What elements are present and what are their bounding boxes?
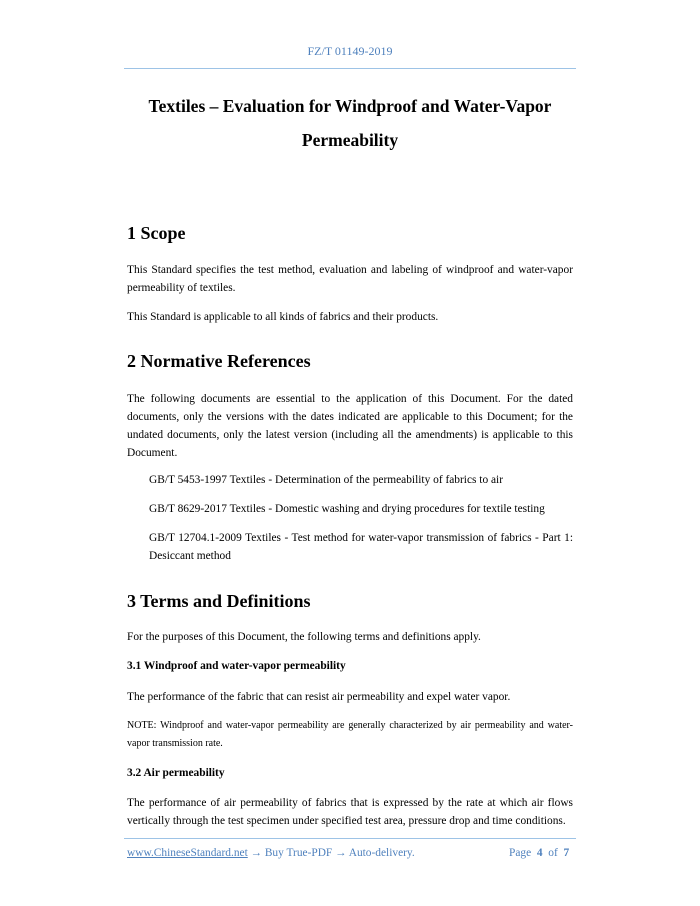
header-rule xyxy=(124,68,576,69)
document-title-line-2: Permeability xyxy=(301,130,399,150)
references-intro: The following documents are essential to the application of this Document. For the dated documents, only the versions with the dates indicated are applicable to this Document; for the undated documents, only the latest version (including all the amendments) is applicable to this Document. xyxy=(127,393,573,459)
page-total: 7 xyxy=(563,847,570,859)
footer-promo xyxy=(127,847,415,859)
section-3-heading: 3 Terms and Definitions xyxy=(127,591,311,611)
term-3-1-heading: 3.1 Windproof and water-vapor permeability xyxy=(127,660,346,672)
document-title-line-1: Textiles – Evaluation for Windproof and Water-Vapor xyxy=(148,96,552,116)
scope-paragraph-2: This Standard is applicable to all kinds of fabrics and their products. xyxy=(127,311,439,323)
reference-item: GB/T 12704.1-2009 Textiles - Test method for water-vapor transmission of fabrics - Part 1: Desiccant method xyxy=(149,532,573,562)
terms-intro: For the purposes of this Document, the following terms and definitions apply. xyxy=(127,631,481,643)
page-label: Page xyxy=(509,847,532,859)
page-current: 4 xyxy=(536,847,543,859)
term-3-2-definition: The performance of air permeability of fabrics that is expressed by the rate at which air flows vertically through the test specimen under specified test area, pressure drop and time conditions. xyxy=(127,797,573,827)
footer-rule xyxy=(124,838,576,839)
website-link[interactable]: www.ChineseStandard.net xyxy=(127,847,248,859)
footer-promo-text: → Buy True-PDF → Auto-delivery. xyxy=(247,847,415,859)
term-3-1-definition: The performance of the fabric that can resist air permeability and expel water vapor. xyxy=(127,691,511,703)
reference-item: GB/T 8629-2017 Textiles - Domestic washing and drying procedures for textile testing xyxy=(149,503,545,515)
page-of-label: of xyxy=(548,847,558,859)
scope-paragraph-1: This Standard specifies the test method, evaluation and labeling of windproof and water-vapor permeability of textiles. xyxy=(127,264,573,294)
reference-item: GB/T 5453-1997 Textiles - Determination of the permeability of fabrics to air xyxy=(149,474,504,486)
standard-code: FZ/T 01149-2019 xyxy=(307,44,393,58)
term-3-2-heading: 3.2 Air permeability xyxy=(127,767,225,779)
page-indicator xyxy=(509,847,569,859)
section-2-heading: 2 Normative References xyxy=(127,351,311,371)
section-1-heading: 1 Scope xyxy=(127,223,186,243)
term-3-1-note: NOTE: Windproof and water-vapor permeability are generally characterized by air permeability and water-vapor transmission rate. xyxy=(127,720,573,749)
